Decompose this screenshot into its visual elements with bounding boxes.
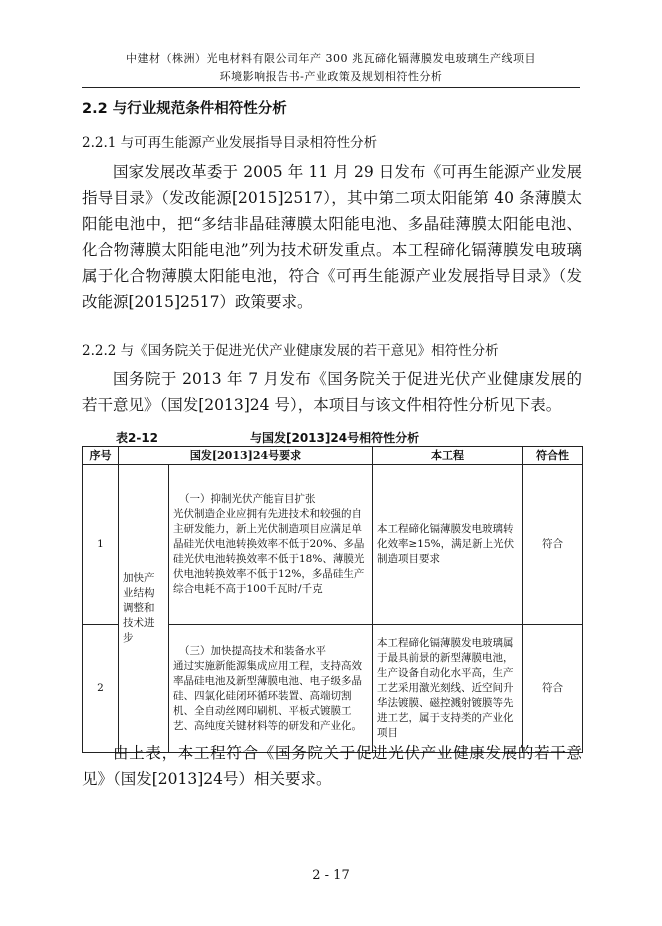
header-project: 本工程 <box>373 447 523 465</box>
running-header-title: 中建材（株洲）光电材料有限公司年产 300 兆瓦碲化镉薄膜发电玻璃生产线项目 <box>126 52 536 65</box>
row-number: 1 <box>83 465 119 625</box>
section-heading: 2.2 与行业规范条件相符性分析 <box>82 101 287 117</box>
project-cell: 本工程碲化镉薄膜发电玻璃转化效率≥15%，满足新上光伏制造项目要求 <box>373 465 523 625</box>
compliance-cell: 符合 <box>523 465 583 625</box>
table-row <box>83 465 583 625</box>
paragraph-1: 国家发展改革委于 2005 年 11 月 29 日发布《可再生能源产业发展指导目录》（发改能源[2015]2517），其中第二项太阳能第 40 条薄膜太阳能电池中，把“多结非晶硅薄膜太阳能电池、多晶硅薄膜太阳能电池、化合物薄膜太阳能电池”列为技术研发重点。本工程碲化镉薄膜发电玻璃属于化合物薄膜太阳能电池，符合《可再生能源产业发展指导目录》（发改能源[2015]2517）政策要求。 <box>82 163 582 311</box>
project-cell: 本工程碲化镉薄膜发电玻璃属于最具前景的新型薄膜电池，生产设备自动化水平高，生产工艺采用激光刻线、近空间升华法镀膜、磁控溅射镀膜等先进工艺，属于支持类的产业化项目 <box>373 625 523 753</box>
running-header-subtitle: 环境影响报告书-产业政策及规划相符性分析 <box>219 70 443 83</box>
subsection-heading-2: 2.2.2 与《国务院关于促进光伏产业健康发展的若干意见》相符性分析 <box>82 343 499 359</box>
requirement-cell <box>169 625 373 753</box>
row-number: 2 <box>83 625 119 753</box>
requirement-cell <box>169 465 373 625</box>
table-title: 与国发[2013]24号相符性分析 <box>250 431 420 445</box>
subsection-heading-1: 2.2.1 与可再生能源产业发展指导目录相符性分析 <box>82 135 378 151</box>
header-compliance: 符合性 <box>523 447 583 465</box>
requirement-title: （一）抑制光伏产能盲目扩张 <box>179 493 316 505</box>
requirement-body: 通过实施新能源集成应用工程，支持高效率晶硅电池及新型薄膜电池、电子级多晶硅、四氯化硅闭环循环装置、高端切割机、全自动丝网印刷机、平板式镀膜工艺、高纯度关键材料等的研发和产业化。 <box>173 659 362 732</box>
category-cell: 加快产业结构调整和技术进步 <box>119 465 169 753</box>
compliance-table <box>82 446 583 753</box>
header-divider <box>82 87 580 88</box>
header-requirement: 国发[2013]24号要求 <box>119 447 373 465</box>
compliance-cell: 符合 <box>523 625 583 753</box>
header-no: 序号 <box>83 447 119 465</box>
requirement-body: 光伏制造企业应拥有先进技术和较强的自主研发能力，新上光伏制造项目应满足单晶硅光伏电池转换效率不低于20%、多晶硅光伏电池转换效率不低于18%、薄膜光伏电池转换效率不低于12%，多晶硅生产综合电耗不高于100千瓦时/千克 <box>173 508 365 595</box>
paragraph-3: 由上表，本工程符合《国务院关于促进光伏产业健康发展的若干意见》（国发[2013]24号）相关要求。 <box>82 744 582 788</box>
requirement-title: （三）加快提高技术和装备水平 <box>179 644 326 657</box>
table-header-row <box>83 447 583 465</box>
paragraph-2: 国务院于 2013 年 7 月发布《国务院关于促进光伏产业健康发展的若干意见》（国发[2013]24 号），本项目与该文件相符性分析见下表。 <box>82 370 582 414</box>
page-number: 2 - 17 <box>312 868 350 883</box>
table-number: 表2-12 <box>116 431 159 445</box>
